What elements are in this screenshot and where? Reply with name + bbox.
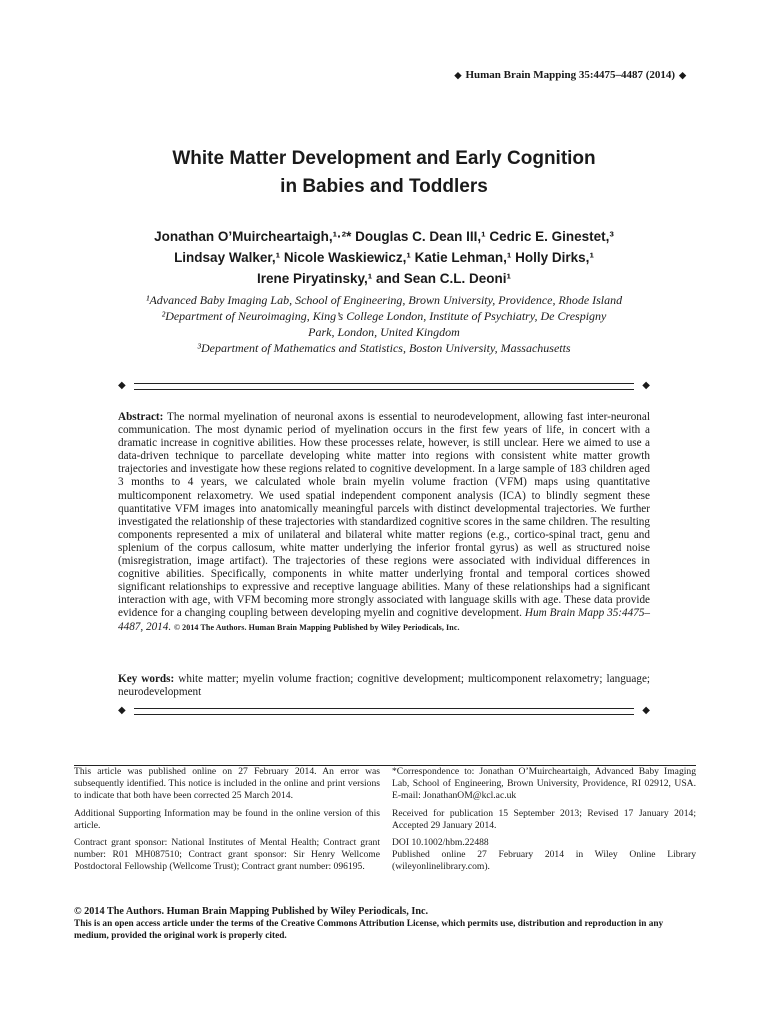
abstract-copyright: © 2014 The Authors. Human Brain Mapping Published by Wiley Periodicals, Inc. — [173, 622, 460, 632]
footnotes-left — [74, 766, 380, 879]
author-line: Jonathan O’Muircheartaigh,¹·²* Douglas C. Dean III,¹ Cedric E. Ginestet,³ — [154, 229, 614, 244]
license-body: This is an open access article under the terms of the Creative Commons Attribution License, which permits use, distribution and reproduction in any medium, provided the original work is properly cited. — [74, 919, 664, 941]
abstract-body: The normal myelination of neuronal axons is essential to neurodevelopment, allowing fast inter-neuronal communication. The most dynamic period of myelination occurs in the first few years of life, in concert with a dramatic increase in cognitive abilities. How these processes relate, however, is still unclear. Here we aimed to use a data-driven technique to parcellate developing white matter into regions with consistent white matter growth trajectories and investigate how these regions related to cognitive development. In a large sample of 183 children aged 3 months to 4 years, we calculated whole brain myelin volume fraction (VFM) maps using quantitative multicomponent relaxometry. We used spatial independent component analysis (ICA) to blindly segment these quantitative VFM images into anatomically meaningful parcels with distinct developmental trajectories. We further investigated the relationship of these trajectories with standardized cognitive scores in the same children. The resulting components represented a mix of unilateral and bilateral white matter regions (e.g., cortico-spinal tract, genu and splenium of the corpus callosum, white matter underlying the inferior frontal gyrus) as well as structured noise (misregistration, image artifact). The trajectories of these regions were associated with individual differences in cognitive abilities. Specifically, components in white matter underlying frontal and temporal cortices showed significant relationships to expressive and receptive language abilities. Many of these relationships had a significant interaction with age, with VFM becoming more strongly associated with language skills with age. These data provide evidence for a changing coupling between developing myelin and cognitive development. — [118, 411, 650, 620]
keywords-label: Key words: — [118, 673, 175, 685]
diamond-icon: ◆ — [118, 705, 126, 716]
affiliation-line: ²Department of Neuroimaging, King’s College London, Institute of Psychiatry, De Crespigny — [161, 309, 607, 323]
divider-line — [134, 383, 634, 384]
affiliation-line: ¹Advanced Baby Imaging Lab, School of Engineering, Brown University, Providence, Rhode Island — [145, 293, 623, 307]
footnote-paragraph: Additional Supporting Information may be found in the online version of this article. — [74, 807, 380, 831]
affiliation-line: Park, London, United Kingdom — [308, 325, 460, 339]
author-line: Irene Piryatinsky,¹ and Sean C.L. Deoni¹ — [256, 271, 512, 286]
author-line: Lindsay Walker,¹ Nicole Waskiewicz,¹ Katie Lehman,¹ Holly Dirks,¹ — [174, 250, 594, 265]
abstract — [118, 411, 650, 634]
article-title — [80, 145, 688, 201]
footnote-paragraph: This article was published online on 27 February 2014. An error was subsequently identified. This notice is included in the online and print versions to indicate that both have been corrected 25 March 2014. — [74, 766, 380, 802]
license-notice — [74, 906, 696, 942]
title-line: White Matter Development and Early Cognition — [172, 148, 596, 169]
license-heading: © 2014 The Authors. Human Brain Mapping Published by Wiley Periodicals, Inc. — [74, 906, 429, 917]
bottom-divider — [118, 705, 650, 719]
journal-citation: Human Brain Mapping 35:4475–4487 (2014) — [465, 69, 676, 81]
abstract-label: Abstract: — [118, 411, 164, 423]
diamond-icon: ◆ — [642, 705, 650, 716]
diamond-icon: ◆ — [454, 70, 462, 80]
footnote-paragraph: Received for publication 15 September 2013; Revised 17 January 2014; Accepted 29 January 2014. — [392, 807, 696, 831]
abstract-citation: Hum Brain Mapp 35:4475–4487, 2014. — [118, 607, 651, 633]
author-list — [70, 226, 698, 289]
divider-line — [134, 714, 634, 715]
footnotes-right — [392, 766, 696, 879]
diamond-icon: ◆ — [679, 70, 686, 80]
affiliation-line: ³Department of Mathematics and Statistics, Boston University, Massachusetts — [197, 341, 571, 355]
divider-line — [134, 708, 634, 709]
top-divider — [118, 380, 650, 394]
title-line: in Babies and Toddlers — [280, 176, 488, 197]
diamond-icon: ◆ — [118, 380, 126, 391]
keywords-body: white matter; myelin volume fraction; cognitive development; multicomponent relaxometry; language; neurodevelopment — [118, 673, 651, 699]
running-head — [451, 69, 690, 81]
footnote-paragraph: *Correspondence to: Jonathan O’Muircheartaigh, Advanced Baby Imaging Lab, School of Engineering, Brown University, Providence, RI 02912, USA. E-mail: JonathanOM@kcl.ac.uk — [392, 766, 696, 802]
diamond-icon: ◆ — [642, 380, 650, 391]
affiliations — [70, 292, 698, 356]
keywords — [118, 673, 650, 699]
footnote-paragraph: DOI 10.1002/hbm.22488 Published online 27 February 2014 in Wiley Online Library (wileyonlinelibrary.com). — [392, 837, 696, 873]
footnote-paragraph: Contract grant sponsor: National Institutes of Mental Health; Contract grant number: R01 MH087510; Contract grant sponsor: Sir Henry Wellcome Postdoctoral Fellowship (Wellcome Trust); Contract grant number: 096195. — [74, 837, 380, 873]
divider-line — [134, 389, 634, 390]
